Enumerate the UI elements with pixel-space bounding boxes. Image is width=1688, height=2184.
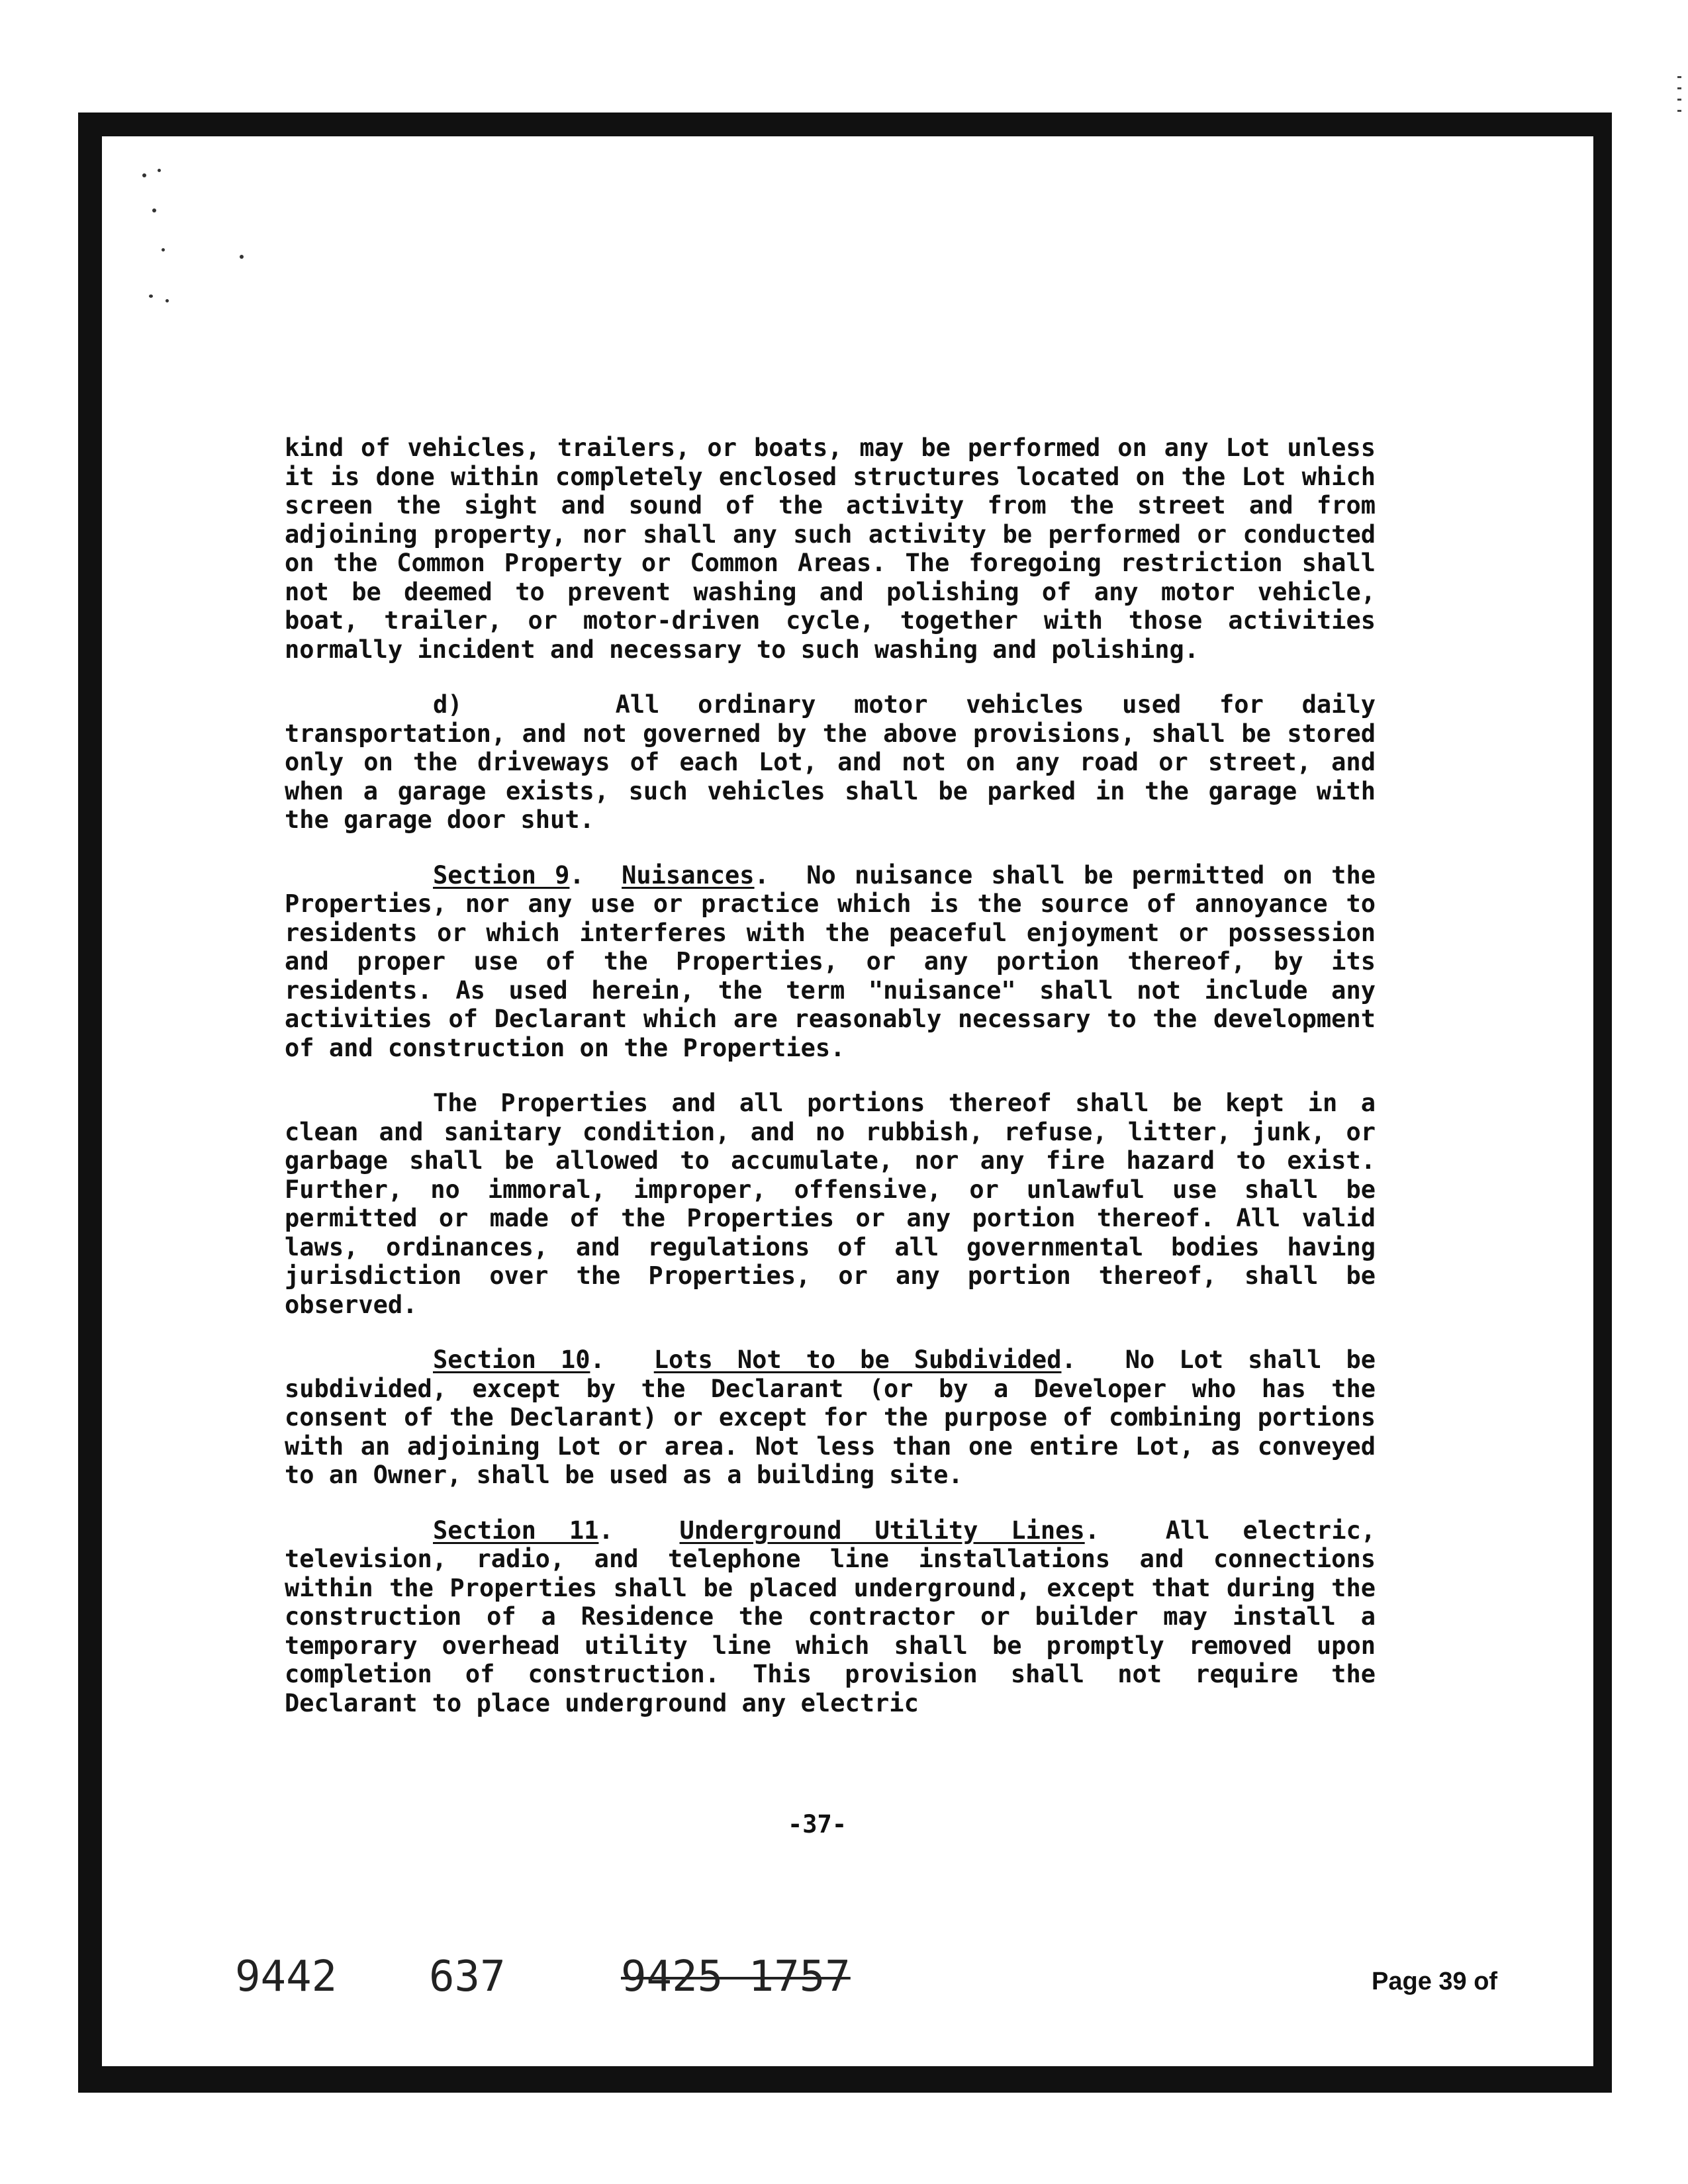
paragraph-section-10: Section 10. Lots Not to be Subdivided. No Lot shall be subdivided, except by the Declarant (or by a Developer who has the consent of the Declarant) or except for the purpose of combining portions with an adjoining Lot or area. Not less than one entire Lot, as conveyed to an Owner, shall be used as a building site. [285,1345,1376,1489]
paragraph-section-11: Section 11. Underground Utility Lines. All electric, television, radio, and telephone line installations and connections within the Properties shall be placed underground, except that during the construction of a Residence the contractor or builder may install a temporary overhead utility line which shall be promptly removed upon completion of construction. This provision shall not require the Declarant to place underground any electric [285,1516,1376,1717]
edge-marks [1677,76,1681,122]
scan-speck [149,295,153,298]
section-heading: Underground Utility Lines [679,1516,1085,1545]
paragraph-item-d [285,690,1376,835]
paragraph-section-9: Section 9. Nuisances. No nuisance shall be permitted on the Properties, nor any use or practice which is the source of annoyance to residents or which interferes with the peaceful enjoyment or possession and proper use of the Properties, or any portion thereof, by its residents. As used herein, the term "nuisance" shall not include any activities of Declarant which are reasonably necessary to the development of and construction on the Properties. [285,860,1376,1062]
scan-speck [240,255,244,259]
scan-speck [158,169,161,172]
paragraph-continuation [285,433,1376,664]
scan-speck [142,173,146,177]
paragraph-text: kind of vehicles, trailers, or boats, may be performed on any Lot unless it is done within completely enclosed structures located on the Lot which screen the sight and sound of the activity from the street and from adjoining property, nor shall any such activity be performed or conducted on the Common Property or Common Areas. The foregoing restriction shall not be deemed to prevent washing and polishing of any motor vehicle, boat, trailer, or motor-driven cycle, together with those activities normally incident and necessary to such washing and polishing. [285,433,1376,664]
book-reference-struck: 9425 1757 [621,1952,851,2001]
document-body [285,433,1376,1744]
scan-speck [152,208,156,212]
paragraph-section-9-cont [285,1089,1376,1319]
book-reference-a: 9442 [235,1952,338,2001]
page-number: -37- [788,1810,847,1839]
section-label: Section 11 [433,1516,599,1545]
paragraph-text: All ordinary motor vehicles used for daily transportation, and not governed by the above provisions, shall be stored only on the driveways of each Lot, and not on any road or street, and when a garage exists, such vehicles shall be parked in the garage with the garage door shut. [285,690,1376,834]
section-label: Section 10 [433,1345,590,1374]
item-marker: d) [433,690,463,719]
scan-speck [162,248,165,251]
paragraph-text: No nuisance shall be permitted on the Properties, nor any use or practice which is the source of annoyance to residents or which interferes with the peaceful enjoyment or possession and proper use of the Properties, or any portion thereof, by its residents. As used herein, the term "nuisance" shall not include any activities of Declarant which are reasonably necessary to the development of and construction on the Properties. [285,860,1376,1062]
paragraph-text: All electric, television, radio, and telephone line installations and connections within the Properties shall be placed underground, except that during the construction of a Residence the contractor or builder may install a temporary overhead utility line which shall be promptly removed upon completion of construction. This provision shall not require the Declarant to place underground any electric [285,1516,1376,1717]
section-heading: Nuisances [622,860,755,889]
page-counter: Page 39 of [1372,1968,1498,1995]
section-heading: Lots Not to be Subdivided [653,1345,1062,1374]
scan-speck [165,299,169,302]
paragraph-text: No Lot shall be subdivided, except by the Declarant (or by a Developer who has the consent of the Declarant) or except for the purpose of combining portions with an adjoining Lot or area. Not less than one entire Lot, as conveyed to an Owner, shall be used as a building site. [285,1345,1376,1489]
book-reference-b: 637 [429,1952,506,2001]
section-label: Section 9 [433,860,570,889]
paragraph-text: The Properties and all portions thereof shall be kept in a clean and sanitary condition, and no rubbish, refuse, litter, junk, or garbage shall be allowed to accumulate, nor any fire hazard to exist. Further, no immoral, improper, offensive, or unlawful use shall be permitted or made of the Properties or any portion thereof. All valid laws, ordinances, and regulations of all governmental bodies having jurisdiction over the Properties, or any portion thereof, shall be observed. [285,1089,1376,1319]
